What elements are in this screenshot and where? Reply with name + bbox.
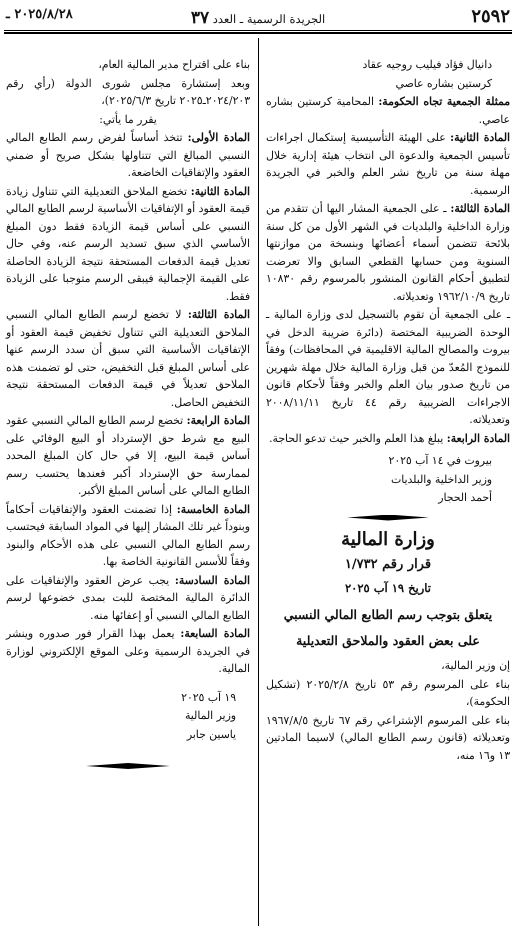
end-separator — [86, 763, 170, 769]
gov-rep-label: ممثلة الجمعية تجاه الحكومة: — [378, 95, 510, 108]
article-3-label: المادة الثالثة: — [450, 202, 510, 215]
article-4 — [6, 412, 250, 500]
header-rule — [4, 30, 512, 31]
minister-title: وزير الداخلية والبلديات — [391, 472, 492, 486]
article-3-label: المادة الثالثة: — [187, 308, 250, 321]
member-name: كرستين بشاره عاصي — [395, 76, 492, 90]
gazette-title — [4, 8, 512, 28]
article-5-text: إذا تضمنت العقود والإتفاقيات أحكاماً وبنوداً غير تلك المشار إليها في المواد السابقة فيحتسب رسم الطابع المالي النسبي على هذه الأحكام والبنود وفقاً للأسس القانونية الخاصة بها. — [6, 502, 250, 568]
decision-subject-line-2: على بعض العقود والملاحق التعديلية — [296, 633, 480, 648]
issue-date: ٢٠٢٥/٨/٢٨ ـ — [6, 7, 73, 22]
article-6-label: المادة السادسة: — [174, 573, 250, 587]
article-4-label: المادة الرابعة: — [446, 431, 510, 445]
page-header — [4, 6, 512, 32]
article-2 — [266, 129, 510, 199]
article-2-text: تخضع الملاحق التعديلية التي تتناول زيادة قيمة العقود أو الإتفاقيات الأساسية لرسم الطابع المالي النسبي على أساس قيمة الزيادة فقط دون المبلغ الأساسي الذي سبق تسديد الرسم عنه، وفي حال تعديل قيمة الدفعات المستحقة نتيجة الزيادة الحاصلة على القيمة الإجمالية فيبقى الرسم متوجبا على الزيادة فقط. — [6, 184, 250, 303]
sign-name: ياسين جابر — [186, 727, 236, 741]
place-date: بيروت في ١٤ آب ٢٠٢٥ — [388, 454, 492, 467]
article-2-text: على الهيئة التأسيسية إستكمال اجراءات تأسيس الجمعية والدعوة الى انتخاب هيئة إدارية خلال مهلة سنة من تاريخ نشر العلم والخبر في الجريدة الرسمية. — [266, 131, 510, 197]
section-title: وزارة المالية — [341, 528, 435, 550]
gazette-title-text: الجريدة الرسمية ـ العدد — [212, 12, 326, 26]
decision-number: قرار رقم ١/٧٣٢ — [344, 557, 432, 572]
issue-number: ٣٧ — [190, 8, 210, 28]
basis-2: بناء على المرسوم الإشتراعي رقم ٦٧ تاريخ ١٩٦٧/٨/٥ وتعديلاته (قانون رسم الطابع المالي) لاسيما المادتين ١٣ و١٦ منه، — [266, 713, 510, 762]
sign-date: ١٩ آب ٢٠٢٥ — [181, 690, 236, 704]
article-5-label: المادة الخامسة: — [176, 502, 250, 516]
article-3-text: لا تخضع لرسم الطابع المالي النسبي الملاحق التعديلية التي تتناول تخفيض قيمة العقود أو الإتفاقيات الأساسية التي سبق أن سدد الرسم عنها على أساس المبلغ قبل التخفيض، حتى لو تضمنت هذه الملاحق تعديلاً في قيمة الدفعات المستحقة نتيجة التخفيض الحاصل. — [6, 308, 250, 409]
article-2 — [6, 183, 250, 306]
article-6-text: يجب عرض العقود والإتفاقيات على الدائرة المالية المختصة للبت بمدى خضوعها لرسم الطابع المالي النسبي أو إعفائها منه. — [6, 573, 250, 622]
decision-subject-line-1: يتعلق بتوجب رسم الطابع المالي النسبي — [283, 607, 493, 622]
basis-3: بناء على اقتراح مدير المالية العام، — [98, 58, 250, 71]
article-4-text: يبلغ هذا العلم والخبر حيث تدعو الحاجة. — [269, 431, 447, 445]
sign-title: وزير المالية — [185, 709, 236, 722]
article-3 — [266, 200, 510, 305]
header-rule-thick — [4, 32, 512, 34]
gov-representative — [266, 93, 510, 128]
right-column — [266, 56, 510, 765]
section-separator — [347, 515, 429, 521]
article-4-text: تخضع لرسم الطابع المالي النسبي عقود البيع مع شرط حق الإسترداد أو البيع الوفائي على أساس قيمة البيع، إلا في حال كان المبلغ المحدد لممارسة حق الإسترداد أكبر فعندها يحتسب رسم الطابع المالي على أساس المبلغ الأكبر. — [6, 414, 250, 497]
article-3 — [6, 306, 250, 411]
article-3-text: ـ على الجمعية المشار اليها أن تتقدم من وزارة الداخلية والبلديات في الشهر الأول من كل سنة بلائحة تتضمن أسماء أعضائها وبنسخة من موازنتها السنوية ومن حسابها القطعي السابق والا تعرضت لتطبيق أحكام القانون المنشور بالمرسوم رقم ١٠٨٣٠ تاريخ ١٩٦٢/١٠/٩ وتعديلاته. — [266, 202, 510, 303]
minister-name: أحمد الحجار — [438, 491, 492, 504]
basis-1: بناء على المرسوم رقم ٥٣ تاريخ ٢٠٢٥/٢/٨ (تشكيل الحكومة)، — [266, 677, 510, 708]
article-7-label: المادة السابعة: — [180, 627, 251, 640]
gov-rep-text: المحامية كرستين بشاره عاصي. — [266, 95, 510, 126]
article-6 — [6, 572, 250, 625]
decides: يقرر ما يأتي: — [99, 112, 157, 126]
article-4-label: المادة الرابعة: — [186, 414, 250, 427]
basis-4: وبعد إستشارة مجلس شورى الدولة (رأي رقم ٢٠٢٤/٢٠٣ـ٢٠٢٥ تاريخ ٢٠٢٥/٦/٣)، — [6, 76, 250, 107]
article-7-text: يعمل بهذا القرار فور صدوره وينشر في الجريدة الرسمية وعلى الموقع الإلكتروني لوزارة المالية. — [6, 627, 250, 675]
article-5 — [6, 501, 250, 571]
intro: إن وزير المالية، — [441, 659, 510, 672]
column-divider — [258, 38, 259, 926]
left-column — [6, 56, 250, 769]
article-3-part-2: ـ على الجمعية أن تقوم بالتسجيل لدى وزارة المالية ـ الوحدة الضريبية المختصة (دائرة ضريبة الدخل في بيروت والمصالح المالية الاقليمية في المحافظات) وفقاً للنموذج المُعدّ من قبل وزارة المالية خلال مهلة شهرين من تاريخ صدور بيان العلم والخبر وفقاً لأحكام قانون الاجراءات الضريبية رقم ٤٤ تاريخ ٢٠٠٨/١١/١١ وتعديلاته. — [266, 308, 510, 426]
member-name: دانيال فؤاد فيليب روجيه عقاد — [362, 58, 492, 71]
article-1-label: المادة الأولى: — [187, 131, 250, 144]
article-1-text: تتخذ أساساً لفرض رسم الطابع المالي النسبي المبالغ التي تتناولها بشكل صريح أو ضمني العقود والإتفاقيات الخاضعة. — [6, 131, 250, 179]
page-number: ٢٥٩٢ — [471, 6, 510, 27]
decision-date: تاريخ ١٩ آب ٢٠٢٥ — [345, 580, 431, 595]
article-4 — [266, 430, 510, 448]
article-1 — [6, 129, 250, 182]
article-7 — [6, 625, 250, 678]
article-2-label: المادة الثانية: — [450, 131, 510, 144]
article-2-label: المادة الثانية: — [190, 184, 250, 198]
